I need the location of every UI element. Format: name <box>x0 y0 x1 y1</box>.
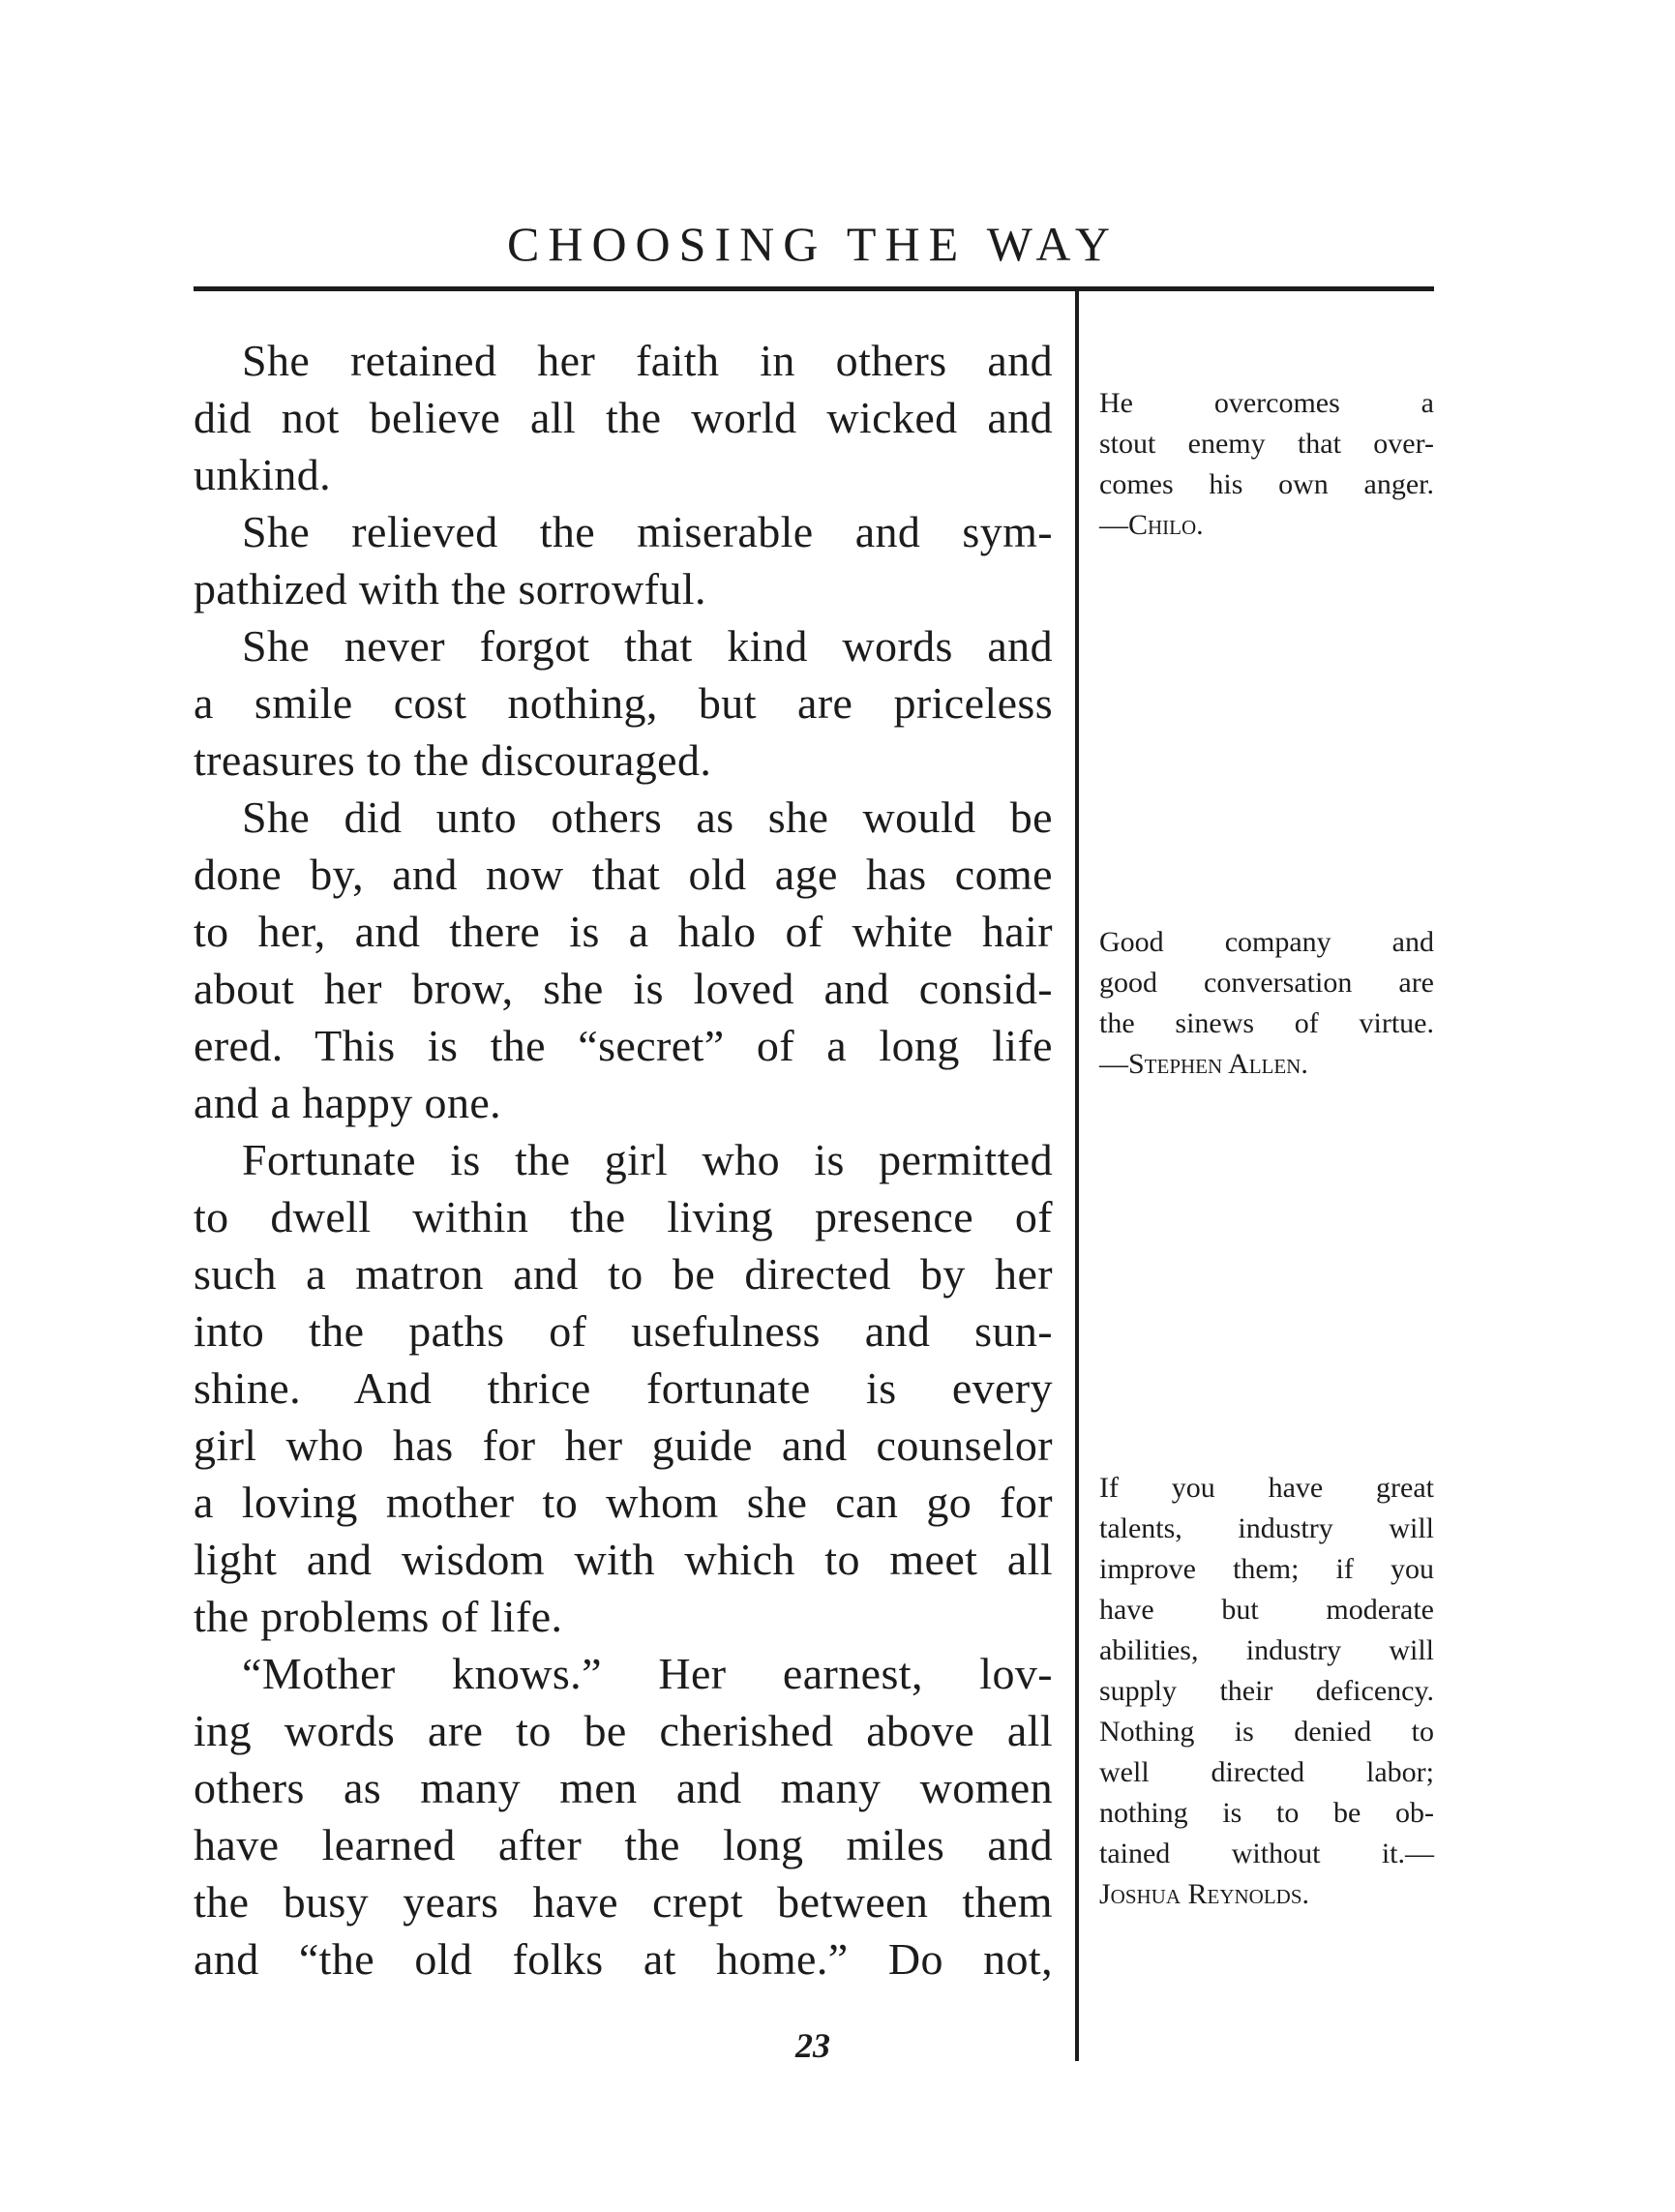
text-line: unkind. <box>194 450 332 499</box>
quote-line: Good company and <box>1099 926 1434 958</box>
text-line: the problems of life. <box>194 1592 563 1641</box>
quote-line: tained without it.— <box>1099 1838 1434 1869</box>
text-line: to her, and there is a halo of white hair <box>194 907 1053 956</box>
quote-line: stout enemy that over- <box>1099 428 1434 460</box>
quote-line: If you have great <box>1099 1472 1434 1504</box>
page-number: 23 <box>795 2026 830 2065</box>
text-line: “Mother knows.” Her earnest, lov- <box>242 1649 1053 1698</box>
sidebar-quote-chilo <box>1099 383 1434 546</box>
text-line: done by, and now that old age has come <box>194 850 1053 899</box>
text-line: such a matron and to be directed by her <box>194 1249 1053 1299</box>
quote-line: improve them; if you <box>1099 1553 1434 1585</box>
text-line: a loving mother to whom she can go for <box>194 1478 1053 1527</box>
text-line: She never forgot that kind words and <box>242 621 1053 671</box>
paragraph-5 <box>194 1131 1053 1645</box>
main-text-column <box>194 332 1053 1988</box>
text-line: a smile cost nothing, but are priceless <box>194 678 1053 728</box>
page-title: CHOOSING THE WAY <box>506 217 1119 271</box>
quote-attribution: —Stephen Allen. <box>1099 1048 1308 1080</box>
text-line: have learned after the long miles and <box>194 1820 1053 1869</box>
text-line: She did unto others as she would be <box>242 792 1053 842</box>
quote-line: the sinews of virtue. <box>1099 1007 1434 1039</box>
quote-line: supply their deficency. <box>1099 1675 1434 1707</box>
text-line: pathized with the sorrowful. <box>194 564 706 613</box>
column-divider <box>1075 288 1079 2061</box>
sidebar-quote-allen <box>1099 922 1434 1085</box>
text-line: treasures to the discouraged. <box>194 735 712 785</box>
paragraph-6 <box>194 1645 1053 1988</box>
text-line: and a happy one. <box>194 1078 502 1127</box>
paragraph-1 <box>194 332 1053 503</box>
paragraph-2 <box>194 503 1053 617</box>
text-line: did not believe all the world wicked and <box>194 393 1053 442</box>
quote-line: He overcomes a <box>1099 387 1434 419</box>
text-line: ing words are to be cherished above all <box>194 1706 1053 1755</box>
text-line: about her brow, she is loved and consid- <box>194 964 1053 1013</box>
paragraph-4 <box>194 789 1053 1131</box>
text-line: others as many men and many women <box>194 1763 1053 1812</box>
text-line: light and wisdom with which to meet all <box>194 1535 1053 1584</box>
paragraph-3 <box>194 617 1053 789</box>
text-line: She retained her faith in others and <box>242 336 1053 385</box>
text-line: to dwell within the living presence of <box>194 1192 1053 1241</box>
text-line: ered. This is the “secret” of a long life <box>194 1021 1053 1070</box>
text-line: She relieved the miserable and sym- <box>242 507 1053 556</box>
quote-attribution: Joshua Reynolds. <box>1099 1878 1310 1910</box>
quote-line: comes his own anger. <box>1099 468 1434 500</box>
quote-attribution: —Chilo. <box>1099 509 1204 541</box>
sidebar-quote-reynolds <box>1099 1468 1434 1915</box>
text-line: shine. And thrice fortunate is every <box>194 1363 1053 1413</box>
quote-line: good conversation are <box>1099 967 1434 999</box>
quote-line: talents, industry will <box>1099 1512 1434 1544</box>
text-line: and “the old folks at home.” Do not, <box>194 1934 1053 1984</box>
text-line: Fortunate is the girl who is permitted <box>242 1135 1053 1184</box>
quote-line: have but moderate <box>1099 1594 1434 1626</box>
quote-line: abilities, industry will <box>1099 1634 1434 1666</box>
quote-line: nothing is to be ob- <box>1099 1797 1434 1829</box>
quote-line: Nothing is denied to <box>1099 1716 1434 1748</box>
quote-line: well directed labor; <box>1099 1756 1434 1788</box>
text-line: girl who has for her guide and counselor <box>194 1420 1053 1470</box>
header-rule <box>194 286 1434 291</box>
text-line: the busy years have crept between them <box>194 1877 1053 1927</box>
text-line: into the paths of usefulness and sun- <box>194 1306 1053 1356</box>
